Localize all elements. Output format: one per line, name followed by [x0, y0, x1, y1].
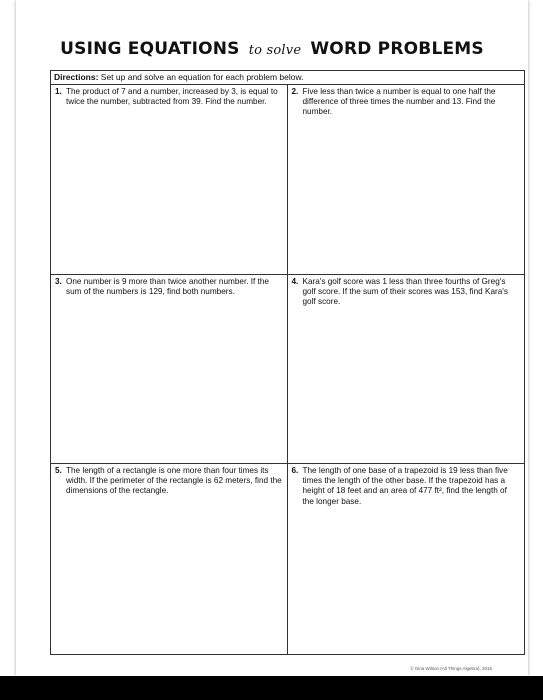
- problem-cell-3: [51, 275, 288, 465]
- problem-text: The product of 7 and a number, increased by 3, is equal to twice the number, subtracted from 39. Find the number.: [66, 87, 278, 107]
- title-script: to solve: [248, 43, 302, 58]
- problem-number: 2.: [291, 87, 299, 96]
- title-part-2: WORD PROBLEMS: [310, 39, 484, 59]
- problem-number: 5.: [55, 466, 62, 475]
- problem-cell-6: [288, 464, 525, 654]
- bottom-bar: [0, 676, 543, 700]
- problem-cell-4: [288, 275, 525, 465]
- problem-cell-5: [51, 464, 288, 654]
- directions-label: Directions:: [54, 72, 99, 82]
- worksheet-title: [16, 39, 528, 59]
- problem-number: 3.: [55, 276, 62, 286]
- directions-text: Set up and solve an equation for each problem below.: [100, 72, 304, 82]
- title-part-1: USING EQUATIONS: [60, 39, 240, 59]
- problem-text: The length of one base of a trapezoid is 19 less than five times the length of the other base. If the trapezoid has a height of 18 feet and an area of 477 ft², find the length of the longer base.: [302, 466, 508, 506]
- problem-text: One number is 9 more than twice another number. If the sum of the numbers is 129, find both numbers.: [66, 276, 269, 296]
- problem-number: 6.: [291, 466, 299, 475]
- problem-table: [50, 70, 525, 655]
- directions-row: [51, 71, 524, 85]
- problem-number: 1.: [55, 87, 62, 96]
- problem-number: 4.: [291, 276, 299, 286]
- problem-grid: [51, 85, 524, 654]
- problem-cell-2: [288, 85, 525, 275]
- problem-text: Five less than twice a number is equal to one half the difference of three times the number and 13. Find the number.: [302, 87, 496, 117]
- problem-text: Kara's golf score was 1 less than three fourths of Greg's golf score. If the sum of their scores was 153, find Kara's golf score.: [302, 276, 508, 306]
- worksheet-page: [16, 0, 528, 676]
- problem-text: The length of a rectangle is one more than four times its width. If the perimeter of the rectangle is 62 meters, find the dimensions of the rectangle.: [66, 466, 282, 496]
- copyright-footer: © Gina Wilson (All Things Algebra), 2015: [410, 666, 492, 671]
- problem-cell-1: [51, 85, 288, 275]
